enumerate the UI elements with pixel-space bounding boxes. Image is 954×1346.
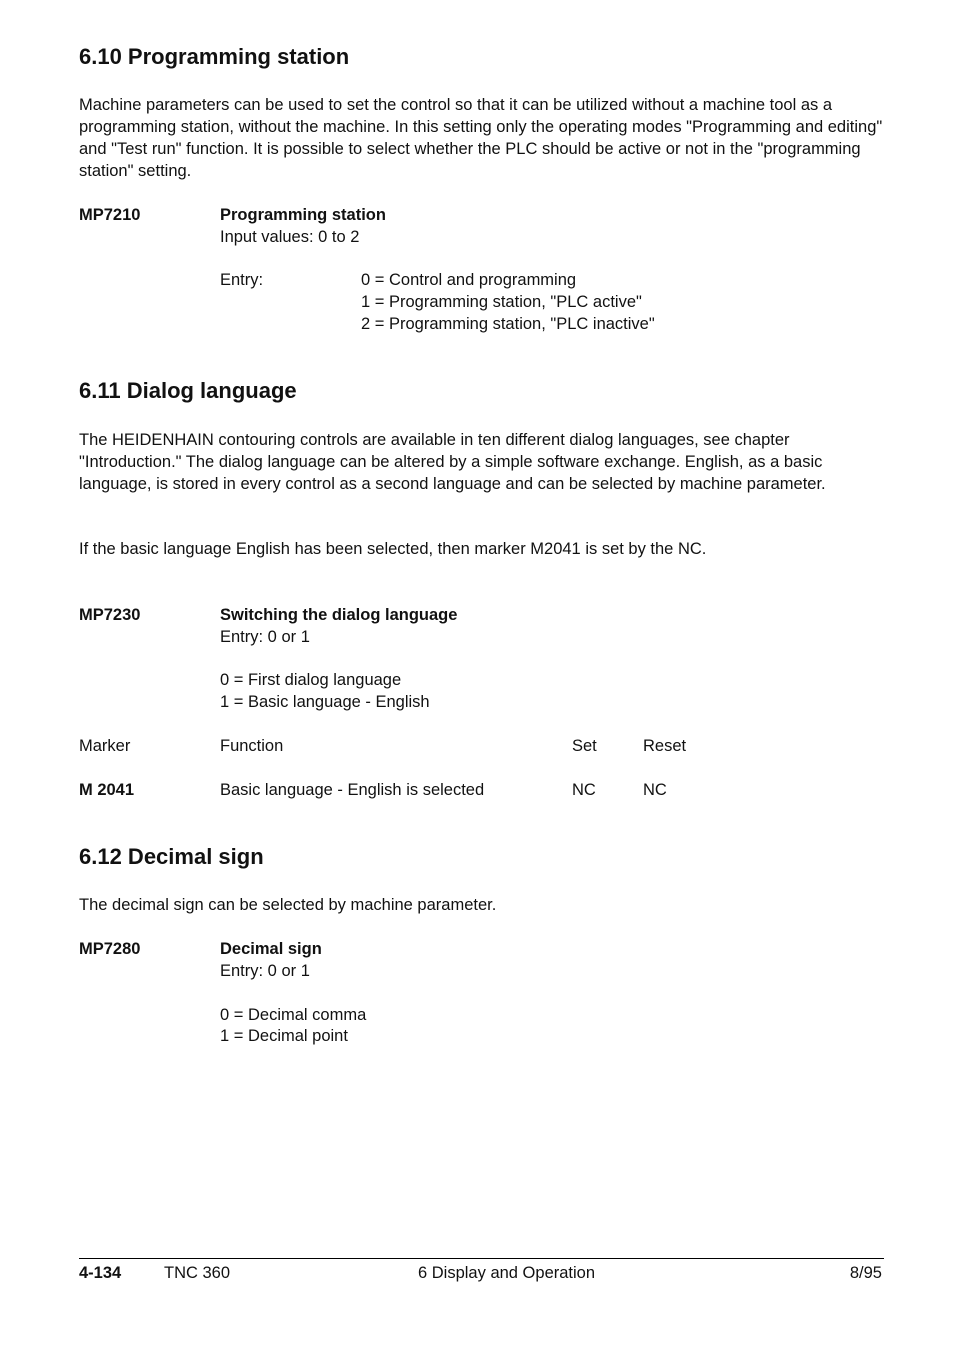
table-header-reset: Reset xyxy=(643,737,687,755)
entry-option: 0 = Decimal comma xyxy=(220,1006,367,1024)
table-cell-set: NC xyxy=(572,781,596,799)
paragraph-text: The HEIDENHAIN contouring controls are available in ten different dialog languages, see chapter "Introduction." The dialog language can be altered by a simple software exchange. English, as a basic language, is stored in every control as a second language and can be selected by machine parameter. xyxy=(79,431,826,493)
paragraph-text: If the basic language English has been selected, then marker M2041 is set by the NC. xyxy=(79,540,707,558)
entry-option: 1 = Decimal point xyxy=(220,1027,348,1045)
footer-page-number: 4-134 xyxy=(79,1264,122,1282)
section-paragraph xyxy=(79,94,889,182)
entry-option: 0 = Control and programming xyxy=(361,271,577,289)
table-cell-marker: M 2041 xyxy=(79,781,135,799)
mp-number: MP7280 xyxy=(79,940,141,958)
footer-date: 8/95 xyxy=(849,1264,882,1282)
mp-number: MP7210 xyxy=(79,206,141,224)
table-header-function: Function xyxy=(220,737,284,755)
table-header-marker: Marker xyxy=(79,737,131,755)
section-paragraph xyxy=(79,429,889,495)
table-cell-function: Basic language - English is selected xyxy=(220,781,485,799)
footer-product: TNC 360 xyxy=(164,1264,231,1282)
section-paragraph xyxy=(79,894,889,916)
table-cell-reset: NC xyxy=(643,781,667,799)
footer-divider xyxy=(79,1258,884,1259)
footer-chapter: 6 Display and Operation xyxy=(418,1264,596,1282)
paragraph-text: The decimal sign can be selected by machine parameter. xyxy=(79,896,497,914)
section-heading-6-12: 6.12 Decimal sign xyxy=(79,844,264,869)
section-paragraph xyxy=(79,538,889,560)
entry-label: Entry: xyxy=(220,271,264,289)
entry-option: 1 = Basic language - English xyxy=(220,693,430,711)
mp-input-values: Input values: 0 to 2 xyxy=(220,228,360,246)
entry-option: 0 = First dialog language xyxy=(220,671,402,689)
section-heading-6-10: 6.10 Programming station xyxy=(79,44,350,69)
mp-title: Switching the dialog language xyxy=(220,606,458,624)
mp-entry: Entry: 0 or 1 xyxy=(220,962,310,980)
table-header-set: Set xyxy=(572,737,597,755)
mp-number: MP7230 xyxy=(79,606,141,624)
mp-title: Decimal sign xyxy=(220,940,322,958)
entry-option: 2 = Programming station, "PLC inactive" xyxy=(361,315,655,333)
mp-entry: Entry: 0 or 1 xyxy=(220,628,310,646)
entry-option: 1 = Programming station, "PLC active" xyxy=(361,293,642,311)
section-heading-6-11: 6.11 Dialog language xyxy=(79,378,297,403)
paragraph-text: Machine parameters can be used to set the control so that it can be utilized without a machine tool as a programming station, without the machine. In this setting only the operating modes "Programming and editing" and "Test run" function. It is possible to select whether the PLC should be active or not in the "programming station" setting. xyxy=(79,96,883,180)
mp-title: Programming station xyxy=(220,206,386,224)
